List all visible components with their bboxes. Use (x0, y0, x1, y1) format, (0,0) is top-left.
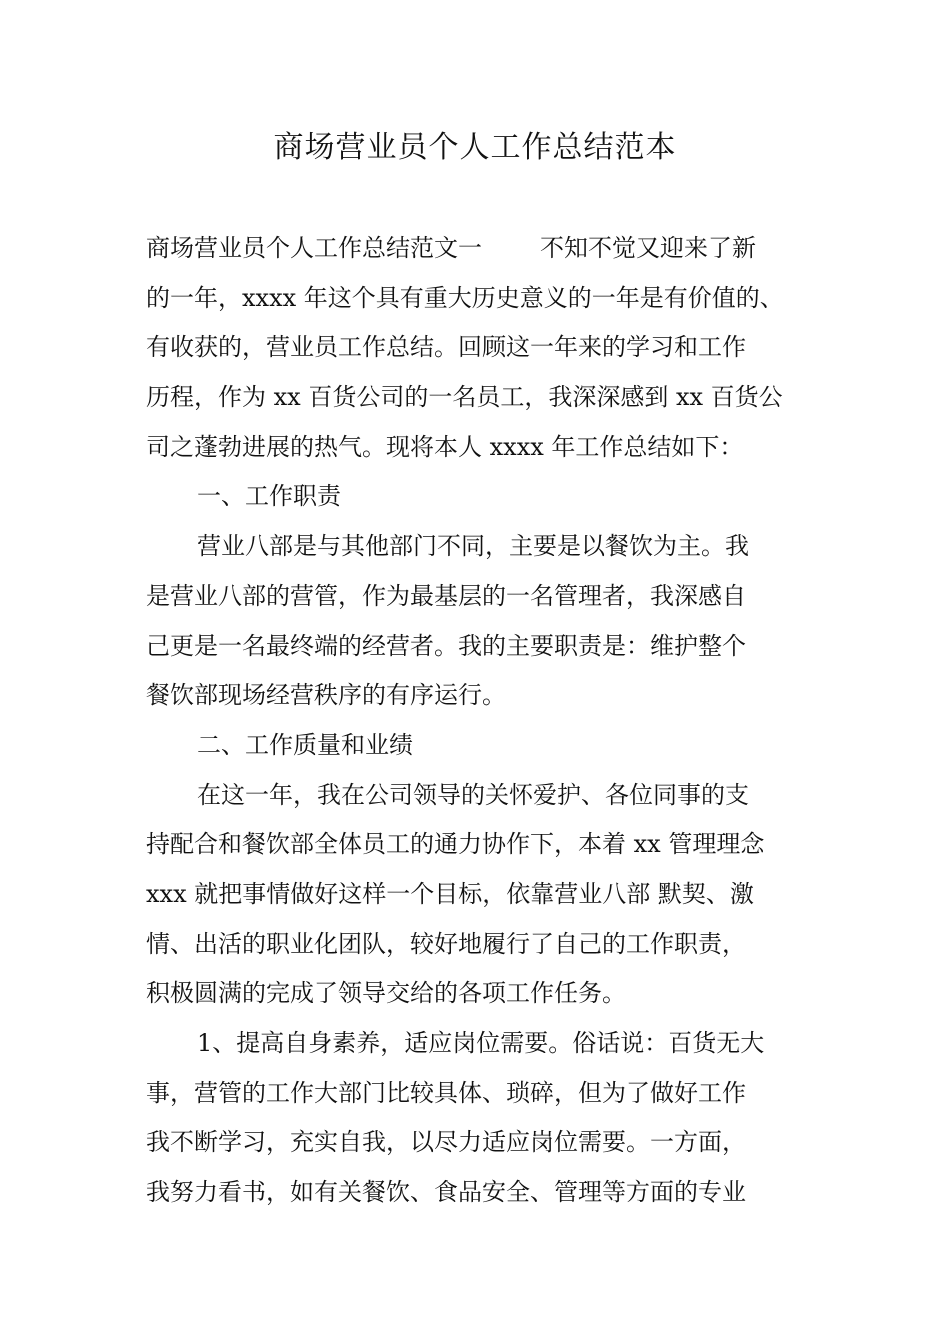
paragraph-line-19: 我不断学习，充实自我，以尽力适应岗位需要。一方面， (146, 1128, 746, 1157)
section-heading-quality: 二、工作质量和业绩 (197, 730, 413, 759)
paragraph-line-13: 持配合和餐饮部全体员工的通力协作下，本着 xx 管理理念 (146, 830, 765, 859)
paragraph-line-3: 有收获的，营业员工作总结。回顾这一年来的学习和工作 (146, 333, 746, 362)
paragraph-line-18: 事，营管的工作大部门比较具体、琐碎，但为了做好工作 (146, 1078, 746, 1107)
paragraph-line-9: 己更是一名最终端的经营者。我的主要职责是：维护整个 (146, 631, 746, 660)
paragraph-line-7: 营业八部是与其他部门不同，主要是以餐饮为主。我 (197, 532, 749, 561)
document-title: 商场营业员个人工作总结范本 (273, 130, 677, 165)
paragraph-line-8: 是营业八部的营管，作为最基层的一名管理者，我深感自 (146, 581, 746, 610)
paragraph-line-20: 我努力看书，如有关餐饮、食品安全、管理等方面的专业 (146, 1178, 746, 1207)
paragraph-line-15: 情、出活的职业化团队，较好地履行了自己的工作职责， (146, 929, 746, 958)
section-heading-duties: 一、工作职责 (197, 482, 341, 511)
paragraph-line-14: xxx 就把事情做好这样一个目标，依靠营业八部 默契、激 (146, 879, 754, 908)
intro-opening-text: 不知不觉又迎来了新 (540, 234, 756, 262)
paragraph-line-10: 餐饮部现场经营秩序的有序运行。 (146, 681, 506, 710)
paragraph-line-4: 历程，作为 xx 百货公司的一名员工，我深深感到 xx 百货公 (146, 383, 783, 412)
intro-heading-text: 商场营业员个人工作总结范文一 (146, 234, 482, 262)
document-body (146, 224, 810, 1218)
paragraph-line-2: 的一年，xxxx 年这个具有重大历史意义的一年是有价值的、 (146, 283, 784, 312)
paragraph-line-12: 在这一年，我在公司领导的关怀爱护、各位同事的支 (197, 780, 749, 809)
paragraph-line-5: 司之蓬勃进展的热气。现将本人 xxxx 年工作总结如下： (146, 432, 744, 461)
paragraph-line-17: 1、提高自身素养，适应岗位需要。俗话说：百货无大 (197, 1029, 765, 1057)
paragraph-line-1 (146, 224, 810, 274)
paragraph-line-16: 积极圆满的完成了领导交给的各项工作任务。 (146, 979, 626, 1008)
